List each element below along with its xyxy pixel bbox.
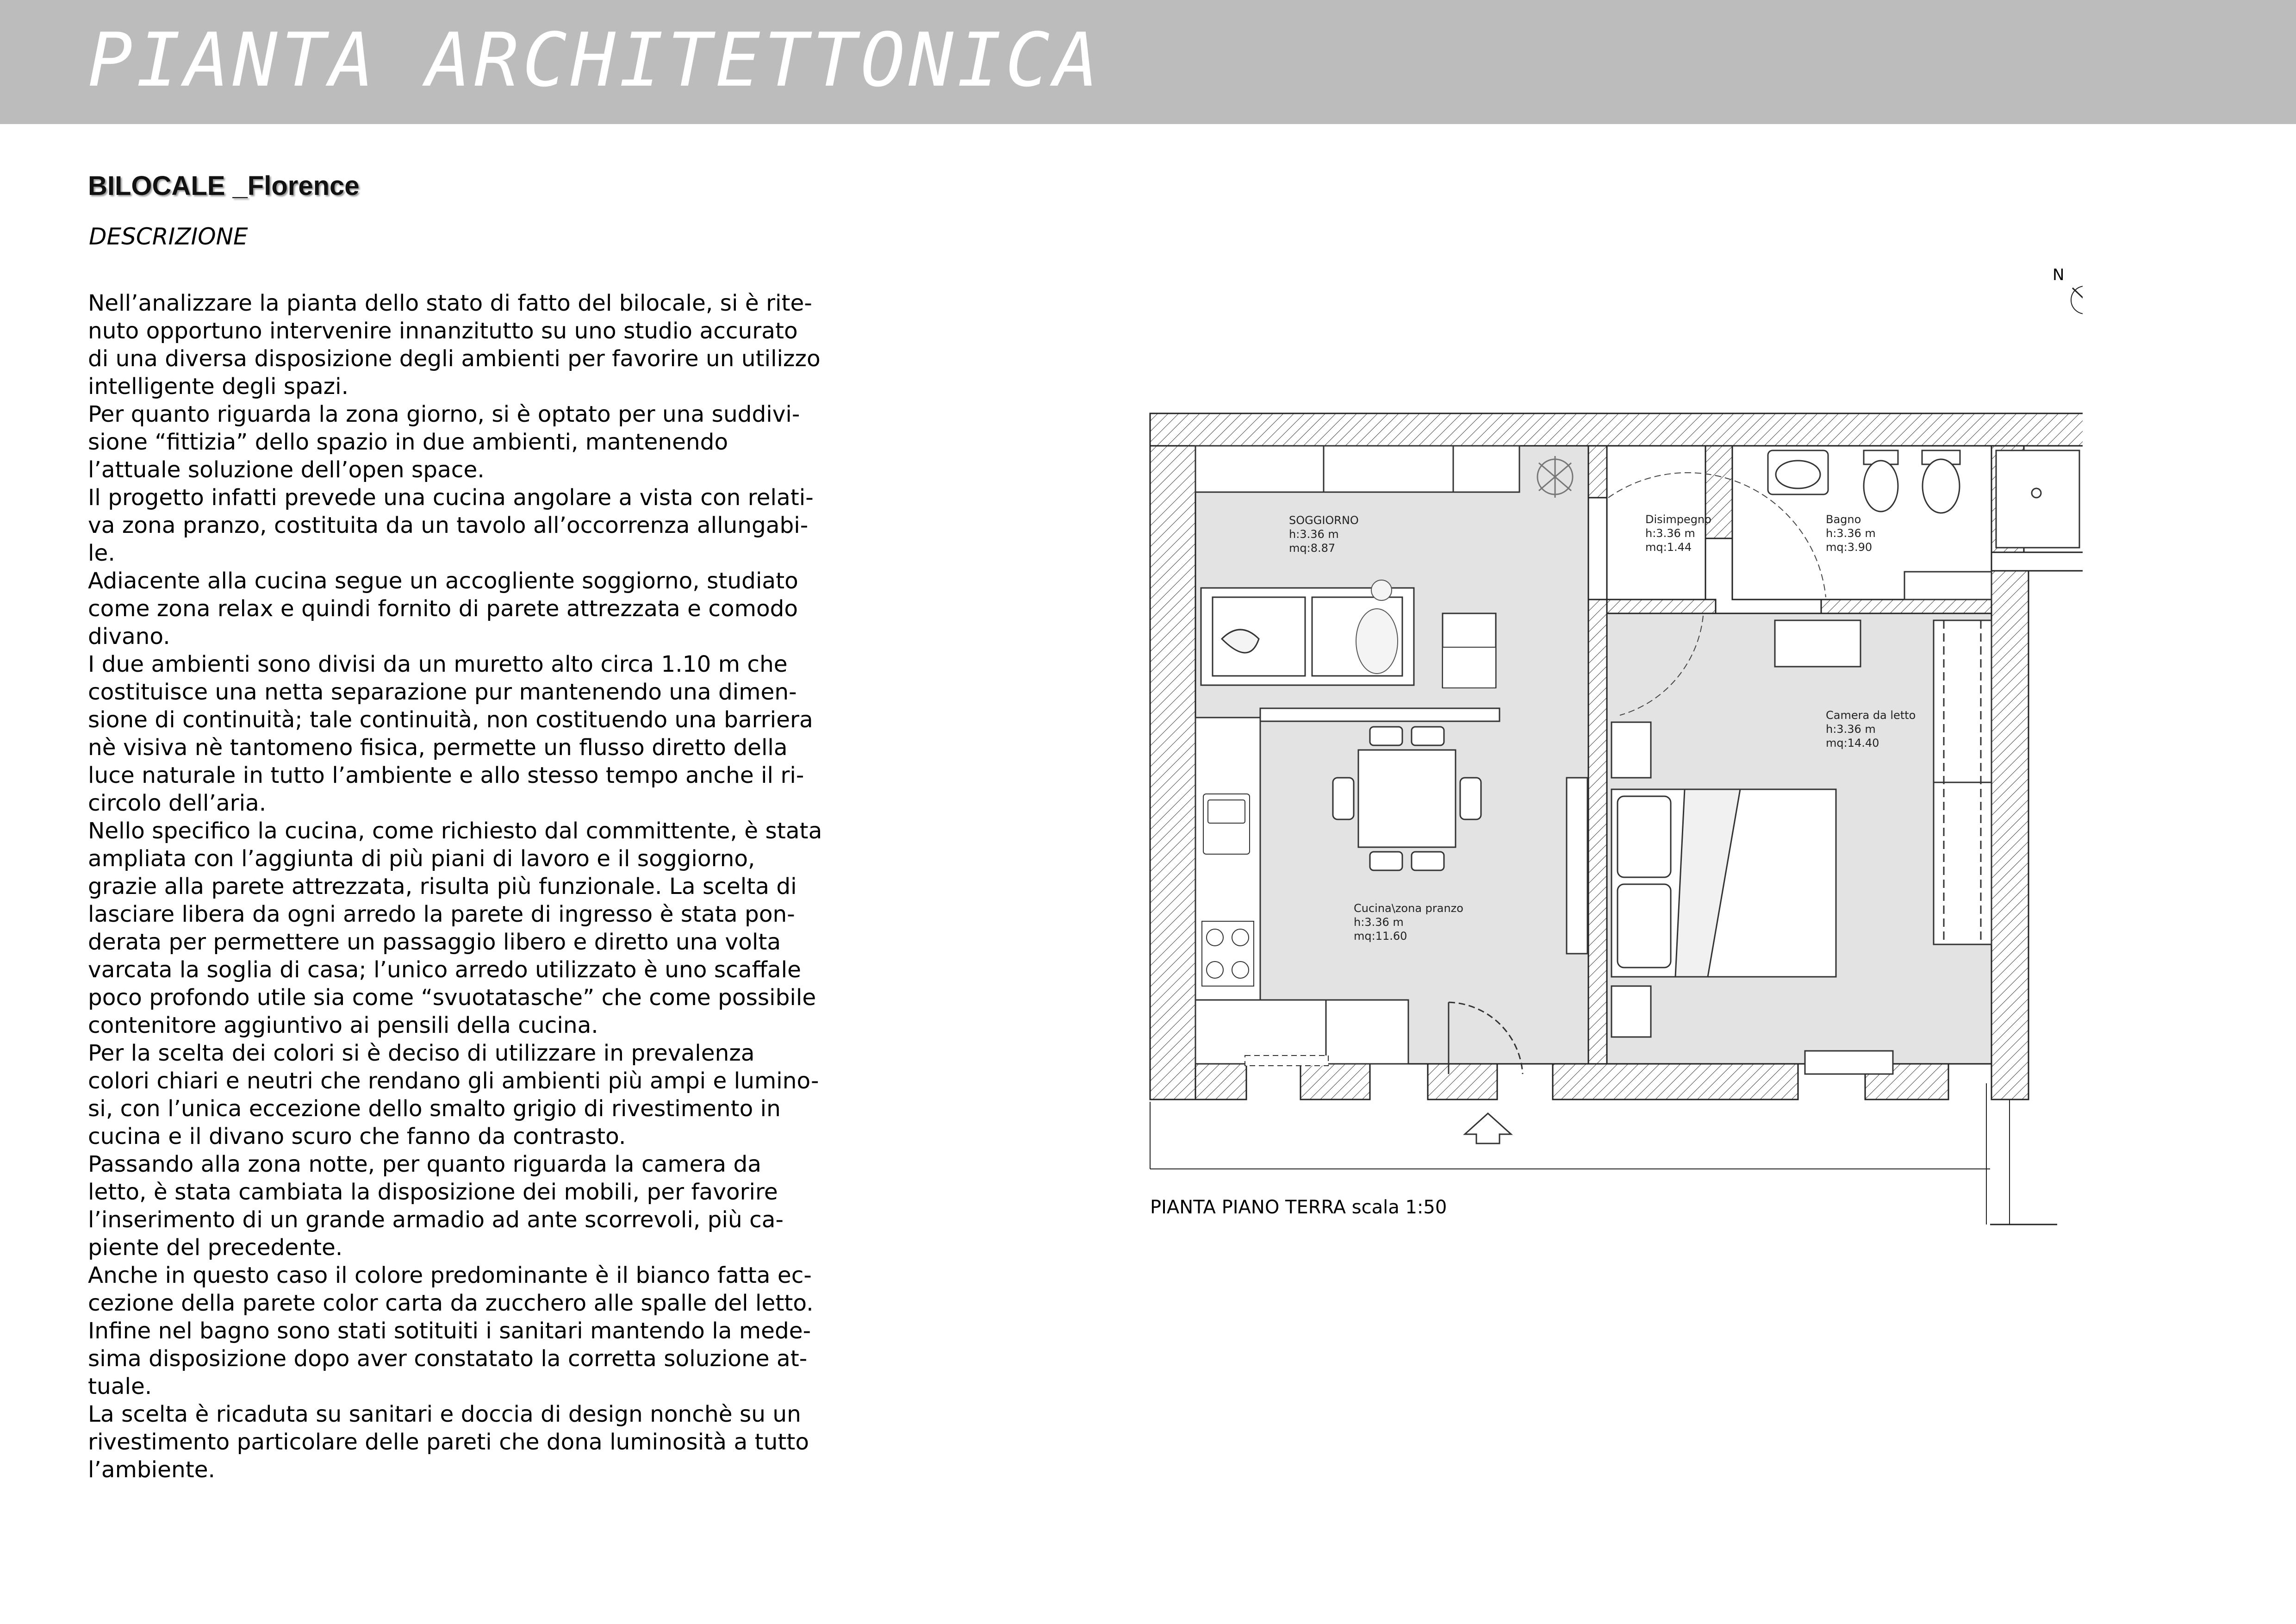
description-line: l’ambiente. — [88, 1457, 215, 1483]
header-bar — [0, 0, 2296, 124]
description-line: grazie alla parete attrezzata, risulta più funzionale. La scelta di — [88, 874, 797, 899]
description-line: l’inserimento di un grande armadio ad ante scorrevoli, più ca- — [88, 1207, 784, 1233]
room-area-soggiorno: mq:8.87 — [1289, 542, 1336, 555]
room-name-soggiorno: SOGGIORNO — [1289, 514, 1359, 527]
description-line: Adiacente alla cucina segue un accogliente soggiorno, studiato — [88, 568, 798, 594]
nightstand-top — [1612, 722, 1651, 778]
room-area-bagno: mq:3.90 — [1826, 541, 1873, 554]
description-line: va zona pranzo, costituita da un tavolo all’occorrenza allungabi- — [88, 512, 809, 538]
side-table-lower — [1443, 647, 1496, 688]
project-title: BILOCALE _Florence — [88, 171, 360, 201]
description-line: Infine nel bagno sono stati sotituiti i sanitari mantendo la mede- — [88, 1318, 811, 1344]
washbasin-icon — [1768, 450, 1828, 494]
description-line: cucina e il divano scuro che fanno da contrasto. — [88, 1124, 626, 1149]
north-label: N — [2053, 266, 2065, 284]
description-line: nè visiva nè tantomeno fisica, permette un flusso diretto della — [88, 735, 788, 761]
toilet-icon — [1922, 450, 1960, 513]
description-line: Nell’analizzare la pianta dello stato di fatto del bilocale, si è rite- — [88, 290, 812, 316]
room-name-cucina: Cucina\zona pranzo — [1354, 902, 1463, 915]
description-line: piente del precedente. — [88, 1235, 343, 1261]
description-line: Anche in questo caso il colore predominante è il bianco fatta ec- — [88, 1262, 812, 1288]
room-height-bagno: h:3.36 m — [1826, 527, 1876, 540]
description-line: sima disposizione dopo aver constatato la corretta soluzione at- — [88, 1346, 808, 1372]
description-line: intelligente degli spazi. — [88, 374, 349, 400]
desk — [1775, 620, 1860, 667]
description-line: poco profondo utile sia come “svuotatasche” che come possibile — [88, 985, 816, 1011]
low-wall — [1260, 708, 1500, 721]
room-name-disimpegno: Disimpegno — [1645, 513, 1711, 526]
bed-icon — [1612, 789, 1836, 977]
description-line: Il progetto infatti prevede una cucina angolare a vista con relati- — [88, 485, 814, 511]
description-line: sione “fittizia” dello spazio in due ambienti, mantenendo — [88, 429, 728, 455]
description-line: derata per permettere un passaggio libero e diretto una volta — [88, 929, 781, 955]
description-line: sione di continuità; tale continuità, non costituendo una barriera — [88, 707, 813, 733]
description-text — [88, 289, 902, 1484]
room-height-cucina: h:3.36 m — [1354, 916, 1404, 929]
north-arrow-icon — [2071, 286, 2083, 314]
description-line: Nello specifico la cucina, come richiesto dal committente, è stata — [88, 818, 822, 844]
description-line: cezione della parete color carta da zucchero alle spalle del letto. — [88, 1290, 814, 1316]
description-line: letto, è stata cambiata la disposizione dei mobili, per favorire — [88, 1179, 778, 1205]
description-line: Per la scelta dei colori si è deciso di utilizzare in prevalenza — [88, 1040, 755, 1066]
description-line: si, con l’unica eccezione dello smalto grigio di rivestimento in — [88, 1096, 781, 1122]
shelf — [1567, 778, 1587, 954]
description-line: I due ambienti sono divisi da un muretto alto circa 1.10 m che — [88, 651, 788, 677]
room-area-camera: mq:14.40 — [1826, 737, 1879, 750]
description-line: di una diversa disposizione degli ambienti per favorire un utilizzo — [88, 346, 821, 372]
plan-caption: PIANTA PIANO TERRA scala 1:50 — [1150, 1197, 1447, 1218]
room-height-camera: h:3.36 m — [1826, 723, 1876, 736]
bath-cabinet — [1904, 572, 1991, 600]
room-name-bagno: Bagno — [1826, 513, 1861, 526]
description-line: lasciare libera da ogni arredo la parete di ingresso è stata pon- — [88, 901, 795, 927]
description-line: costituisce una netta separazione pur mantenendo una dimen- — [88, 679, 797, 705]
description-line: tuale. — [88, 1374, 152, 1399]
shower-icon — [1996, 450, 2079, 548]
floor-plan — [1129, 259, 2083, 1241]
description-line: La scelta è ricaduta su sanitari e doccia di design nonchè su un — [88, 1401, 801, 1427]
description-line: circolo dell’aria. — [88, 790, 267, 816]
description-line: divano. — [88, 624, 170, 650]
description-line: Passando alla zona notte, per quanto riguarda la camera da — [88, 1151, 761, 1177]
description-line: l’attuale soluzione dell’open space. — [88, 457, 485, 483]
description-line: luce naturale in tutto l’ambiente e allo stesso tempo anche il ri- — [88, 762, 804, 788]
bidet-icon — [1864, 450, 1898, 512]
description-line: colori chiari e neutri che rendano gli ambienti più ampi e lumino- — [88, 1068, 819, 1094]
nightstand-bottom — [1612, 986, 1651, 1037]
page-title: PIANTA ARCHITETTONICA — [88, 17, 1102, 103]
section-label: DESCRIZIONE — [89, 223, 248, 250]
description-line: ampliata con l’aggiunta di più piani di lavoro e il soggiorno, — [88, 846, 755, 872]
room-name-camera: Camera da letto — [1826, 709, 1916, 722]
description-line: Per quanto riguarda la zona giorno, si è optato per una suddivi- — [88, 401, 800, 427]
description-line: le. — [88, 540, 115, 566]
wardrobe — [1934, 620, 1991, 944]
room-area-cucina: mq:11.60 — [1354, 930, 1407, 943]
description-line: come zona relax e quindi fornito di parete attrezzata e comodo — [88, 596, 798, 622]
room-height-soggiorno: h:3.36 m — [1289, 528, 1339, 541]
window-kitchen — [1245, 1056, 1328, 1066]
window-bedroom — [1805, 1051, 1893, 1074]
entrance-arrow-icon — [1150, 1102, 1990, 1169]
room-area-disimpegno: mq:1.44 — [1645, 541, 1692, 554]
description-line: rivestimento particolare delle pareti che dona luminosità a tutto — [88, 1429, 809, 1455]
room-height-disimpegno: h:3.36 m — [1645, 527, 1695, 540]
description-line: varcata la soglia di casa; l’unico arredo utilizzato è uno scaffale — [88, 957, 801, 983]
description-line: contenitore aggiuntivo ai pensili della cucina. — [88, 1012, 598, 1038]
description-line: nuto opportuno intervenire innanzitutto su uno studio accurato — [88, 318, 798, 344]
sink-icon — [1203, 794, 1250, 854]
stove-icon — [1202, 921, 1254, 986]
